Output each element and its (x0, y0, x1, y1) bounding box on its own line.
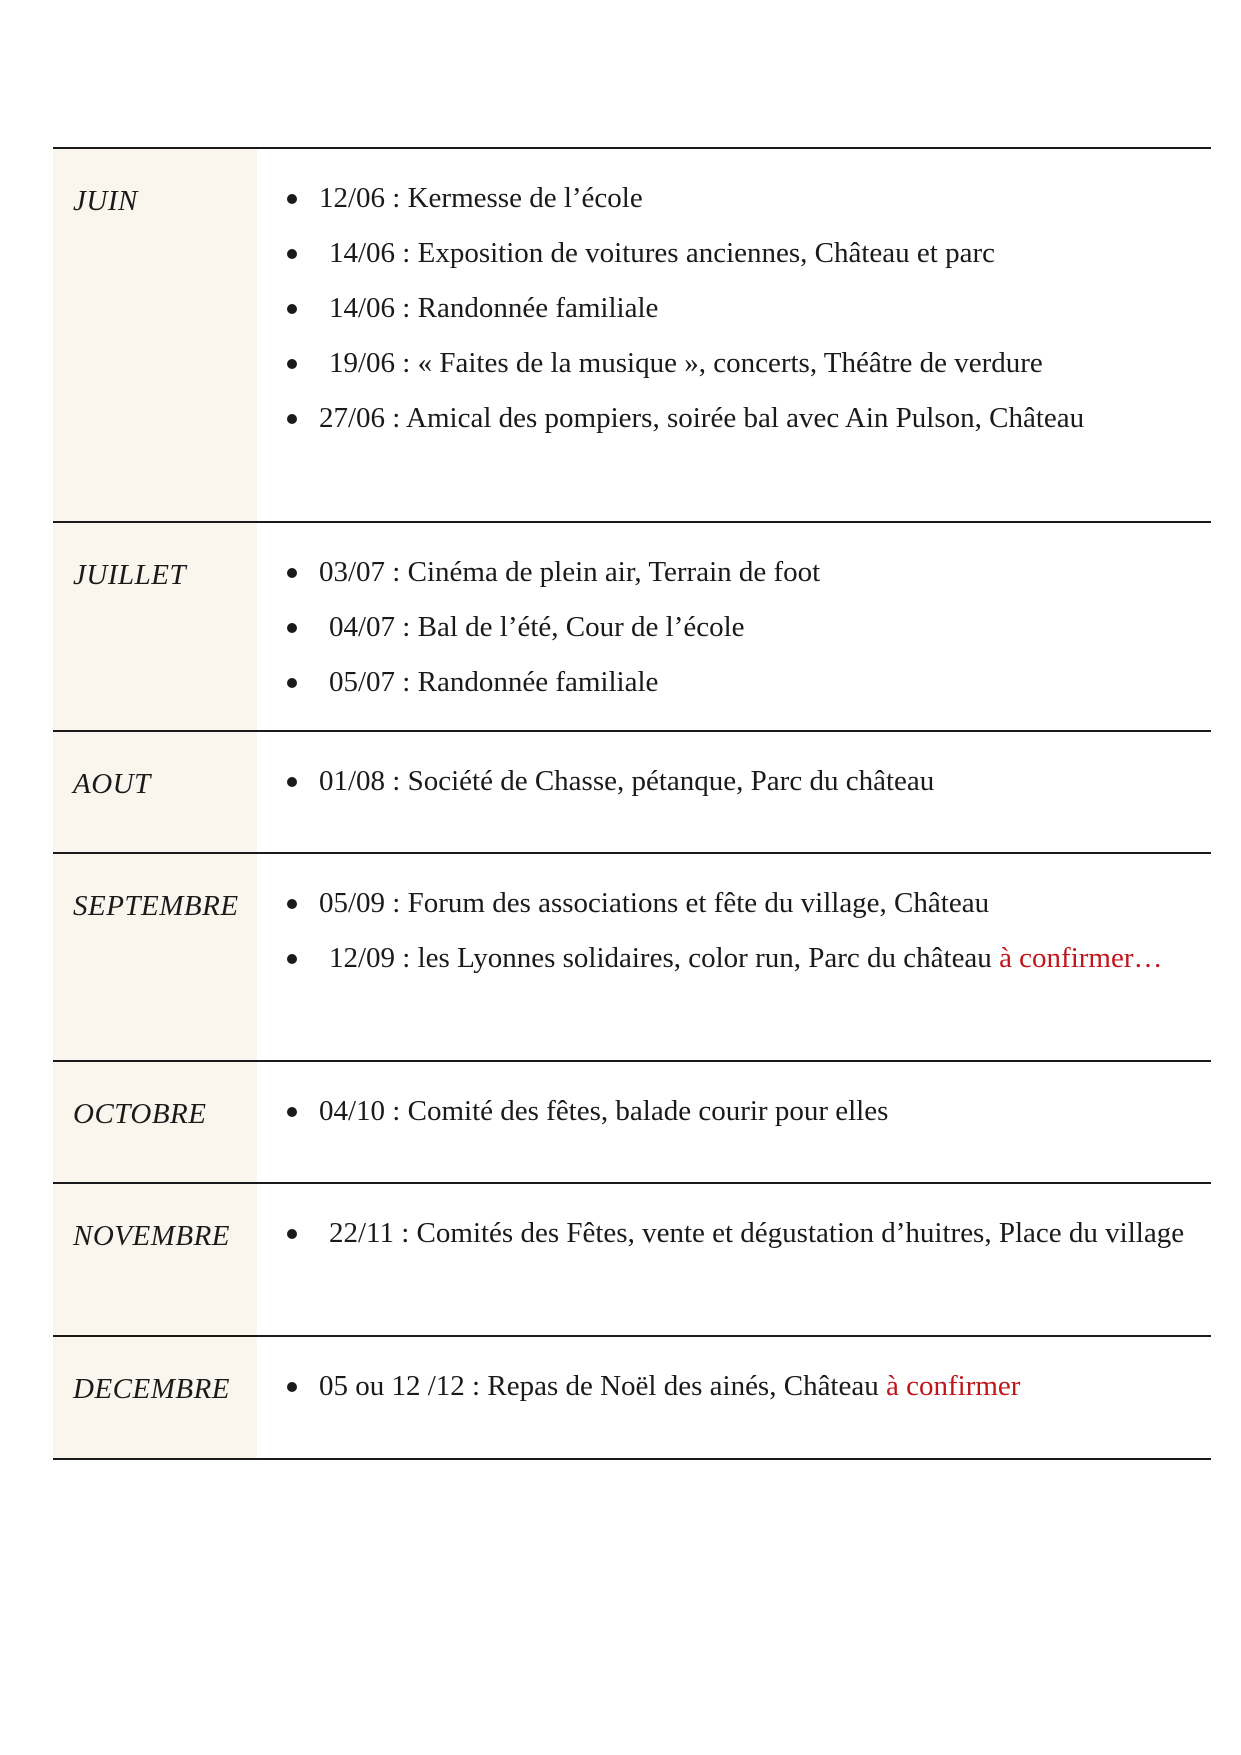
bullet-icon (287, 414, 297, 424)
event-text: 05 ou 12 /12 : Repas de Noël des ainés, Château (319, 1370, 886, 1402)
bullet-icon (287, 777, 297, 787)
bullet-icon (287, 568, 297, 578)
event-text: 04/07 : Bal de l’été, Cour de l’école (329, 611, 745, 643)
event-item (287, 1359, 1191, 1414)
event-item (287, 545, 1191, 600)
event-list (287, 1084, 1191, 1139)
to-confirm-note: à confirmer… (999, 942, 1163, 974)
month-row-decembre (53, 1335, 1211, 1460)
event-item (287, 171, 1191, 226)
month-label: SEPTEMBRE (53, 854, 257, 1060)
event-list-cell (257, 523, 1211, 730)
event-item (287, 391, 1191, 446)
event-text: 01/08 : Société de Chasse, pétanque, Parc du château (319, 765, 935, 797)
month-row-juin (53, 147, 1211, 521)
event-item (287, 1206, 1191, 1261)
event-list (287, 1359, 1191, 1414)
event-text: 27/06 : Amical des pompiers, soirée bal avec Ain Pulson, Château (319, 402, 1085, 434)
month-label: NOVEMBRE (53, 1184, 257, 1335)
event-item (287, 600, 1191, 655)
event-text: 22/11 : Comités des Fêtes, vente et dégustation d’huitres, Place du village (329, 1217, 1185, 1249)
month-row-novembre (53, 1182, 1211, 1335)
event-text: 04/10 : Comité des fêtes, balade courir pour elles (319, 1095, 889, 1127)
event-text: 12/09 : les Lyonnes solidaires, color run, Parc du château (329, 942, 1000, 974)
event-item (287, 226, 1191, 281)
event-text: 05/07 : Randonnée familiale (329, 666, 659, 698)
bullet-icon (287, 899, 297, 909)
event-item (287, 336, 1191, 391)
month-row-aout (53, 730, 1211, 852)
bullet-icon (287, 678, 297, 688)
month-label: DECEMBRE (53, 1337, 257, 1458)
event-text: 05/09 : Forum des associations et fête du village, Château (319, 887, 990, 919)
event-text: 12/06 : Kermesse de l’école (319, 182, 643, 214)
bullet-icon (287, 249, 297, 259)
month-label: OCTOBRE (53, 1062, 257, 1182)
bullet-icon (287, 1382, 297, 1392)
event-item (287, 1084, 1191, 1139)
event-item (287, 931, 1191, 986)
event-list-cell (257, 854, 1211, 1060)
event-list (287, 876, 1191, 986)
bullet-icon (287, 194, 297, 204)
event-text: 14/06 : Exposition de voitures anciennes, Château et parc (329, 237, 996, 269)
month-label: AOUT (53, 732, 257, 852)
event-item (287, 754, 1191, 809)
month-label: JUILLET (53, 523, 257, 730)
bullet-icon (287, 623, 297, 633)
month-label: JUIN (53, 149, 257, 521)
bullet-icon (287, 1107, 297, 1117)
event-text: 03/07 : Cinéma de plein air, Terrain de foot (319, 556, 821, 588)
event-list (287, 1206, 1191, 1261)
bullet-icon (287, 359, 297, 369)
bullet-icon (287, 304, 297, 314)
event-list-cell (257, 732, 1211, 852)
event-list-cell (257, 1337, 1211, 1458)
month-row-juillet (53, 521, 1211, 730)
event-item (287, 655, 1191, 710)
event-calendar-table (53, 147, 1211, 1460)
event-list (287, 171, 1191, 446)
event-text: 19/06 : « Faites de la musique », concerts, Théâtre de verdure (329, 347, 1043, 379)
event-list-cell (257, 1184, 1211, 1335)
event-list-cell (257, 1062, 1211, 1182)
event-list (287, 545, 1191, 710)
event-list (287, 754, 1191, 809)
month-row-septembre (53, 852, 1211, 1060)
to-confirm-note: à confirmer (886, 1370, 1021, 1402)
bullet-icon (287, 954, 297, 964)
month-row-octobre (53, 1060, 1211, 1182)
bullet-icon (287, 1229, 297, 1239)
event-list-cell (257, 149, 1211, 521)
event-item (287, 876, 1191, 931)
event-text: 14/06 : Randonnée familiale (329, 292, 659, 324)
event-item (287, 281, 1191, 336)
